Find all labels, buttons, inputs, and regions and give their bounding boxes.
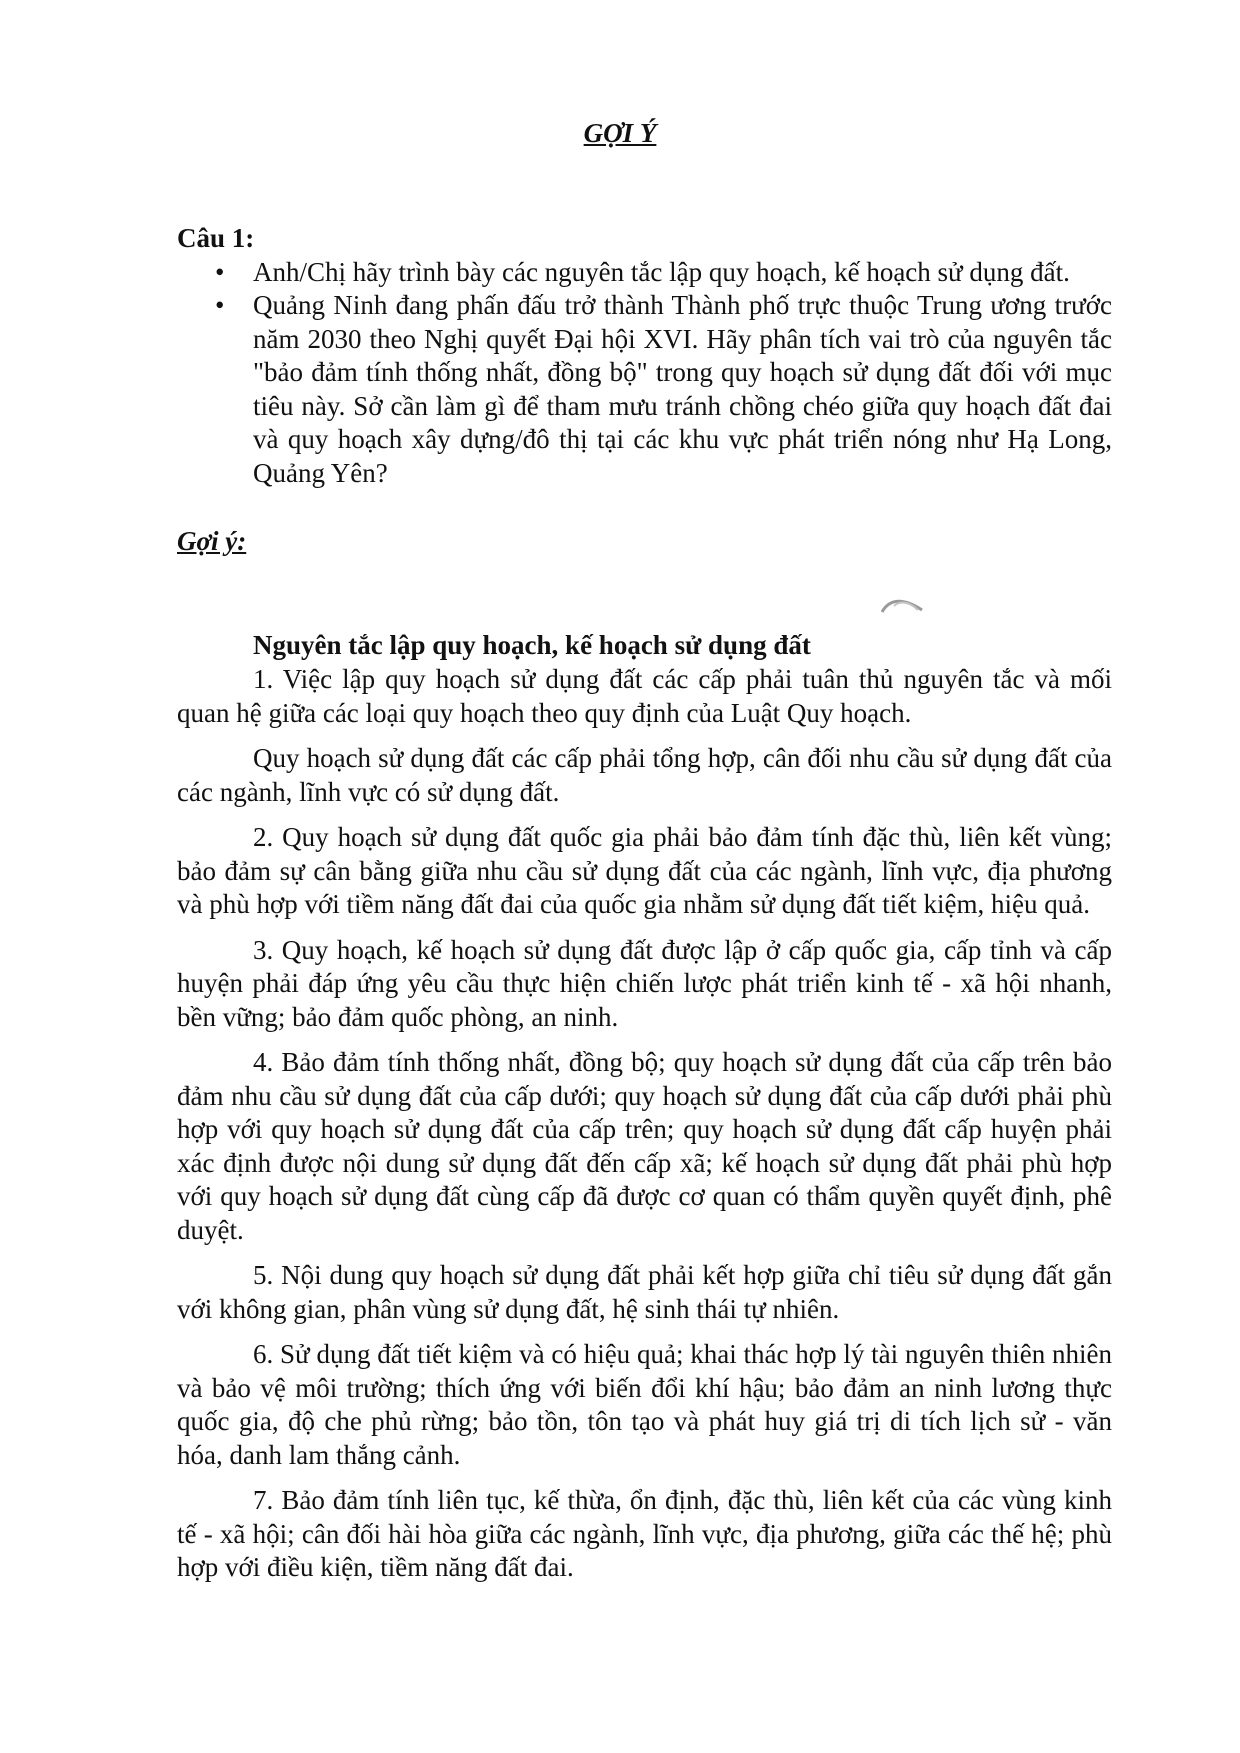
principle-7: 7. Bảo đảm tính liên tục, kế thừa, ổn định, đặc thù, liên kết của các vùng kinh tế - xã hội; cân đối hài hòa giữa các ngành, lĩnh vực, địa phương, giữa các thế hệ; phù hợp với điều kiện, tiềm năng đất đai. <box>177 1485 1112 1582</box>
question-label: Câu 1: <box>177 223 255 253</box>
principle-5: 5. Nội dung quy hoạch sử dụng đất phải kết hợp giữa chỉ tiêu sử dụng đất gắn với không gian, phân vùng sử dụng đất, hệ sinh thái tự nhiên. <box>177 1260 1112 1324</box>
principle-1-continued: Quy hoạch sử dụng đất các cấp phải tổng hợp, cân đối nhu cầu sử dụng đất của các ngành, lĩnh vực có sử dụng đất. <box>177 743 1112 807</box>
principle-6: 6. Sử dụng đất tiết kiệm và có hiệu quả; khai thác hợp lý tài nguyên thiên nhiên và bảo vệ môi trường; thích ứng với biến đổi khí hậu; bảo đảm an ninh lương thực quốc gia, độ che phủ rừng; bảo tồn, tôn tạo và phát huy giá trị di tích lịch sử - văn hóa, danh lam thắng cảnh. <box>177 1339 1112 1470</box>
hint-label: Gợi ý: <box>177 526 247 556</box>
principle-4: 4. Bảo đảm tính thống nhất, đồng bộ; quy hoạch sử dụng đất của cấp trên bảo đảm nhu cầu sử dụng đất của cấp dưới; quy hoạch sử dụng đất của cấp dưới phải phù hợp với quy hoạch sử dụng đất của cấp trên; quy hoạch sử dụng đất cấp huyện phải xác định được nội dung sử dụng đất đến cấp xã; kế hoạch sử dụng đất phải phù hợp với quy hoạch sử dụng đất cùng cấp đã được cơ quan có thẩm quyền quyết định, phê duyệt. <box>177 1047 1112 1245</box>
principle-3: 3. Quy hoạch, kế hoạch sử dụng đất được lập ở cấp quốc gia, cấp tỉnh và cấp huyện phải đáp ứng yêu cầu thực hiện chiến lược phát triển kinh tế - xã hội nhanh, bền vững; bảo đảm quốc phòng, an ninh. <box>177 934 1112 1032</box>
principle-1: 1. Việc lập quy hoạch sử dụng đất các cấp phải tuân thủ nguyên tắc và mối quan hệ giữa các loại quy hoạch theo quy định của Luật Quy hoạch. <box>177 664 1112 728</box>
question-list <box>177 256 1112 491</box>
document-body <box>177 222 1112 1597</box>
section-heading: Nguyên tắc lập quy hoạch, kế hoạch sử dụng đất <box>253 629 811 660</box>
question-item-1: • Anh/Chị hãy trình bày các nguyên tắc lập quy hoạch, kế hoạch sử dụng đất. <box>253 256 1112 290</box>
page-title: GỢI Ý <box>583 118 657 148</box>
question-item-2: • Quảng Ninh đang phấn đấu trở thành Thành phố trực thuộc Trung ương trước năm 2030 theo Nghị quyết Đại hội XVI. Hãy phân tích vai trò của nguyên tắc "bảo đảm tính thống nhất, đồng bộ" trong quy hoạch sử dụng đất đối với mục tiêu này. Sở cần làm gì để tham mưu tránh chồng chéo giữa quy hoạch đất đai và quy hoạch xây dựng/đô thị tại các khu vực phát triển nóng như Hạ Long, Quảng Yên? <box>253 289 1112 490</box>
principle-2: 2. Quy hoạch sử dụng đất quốc gia phải bảo đảm tính đặc thù, liên kết vùng; bảo đảm sự cân bằng giữa nhu cầu sử dụng đất của các ngành, lĩnh vực, địa phương và phù hợp với tiềm năng đất đai của quốc gia nhằm sử dụng đất tiết kiệm, hiệu quả. <box>177 822 1112 919</box>
